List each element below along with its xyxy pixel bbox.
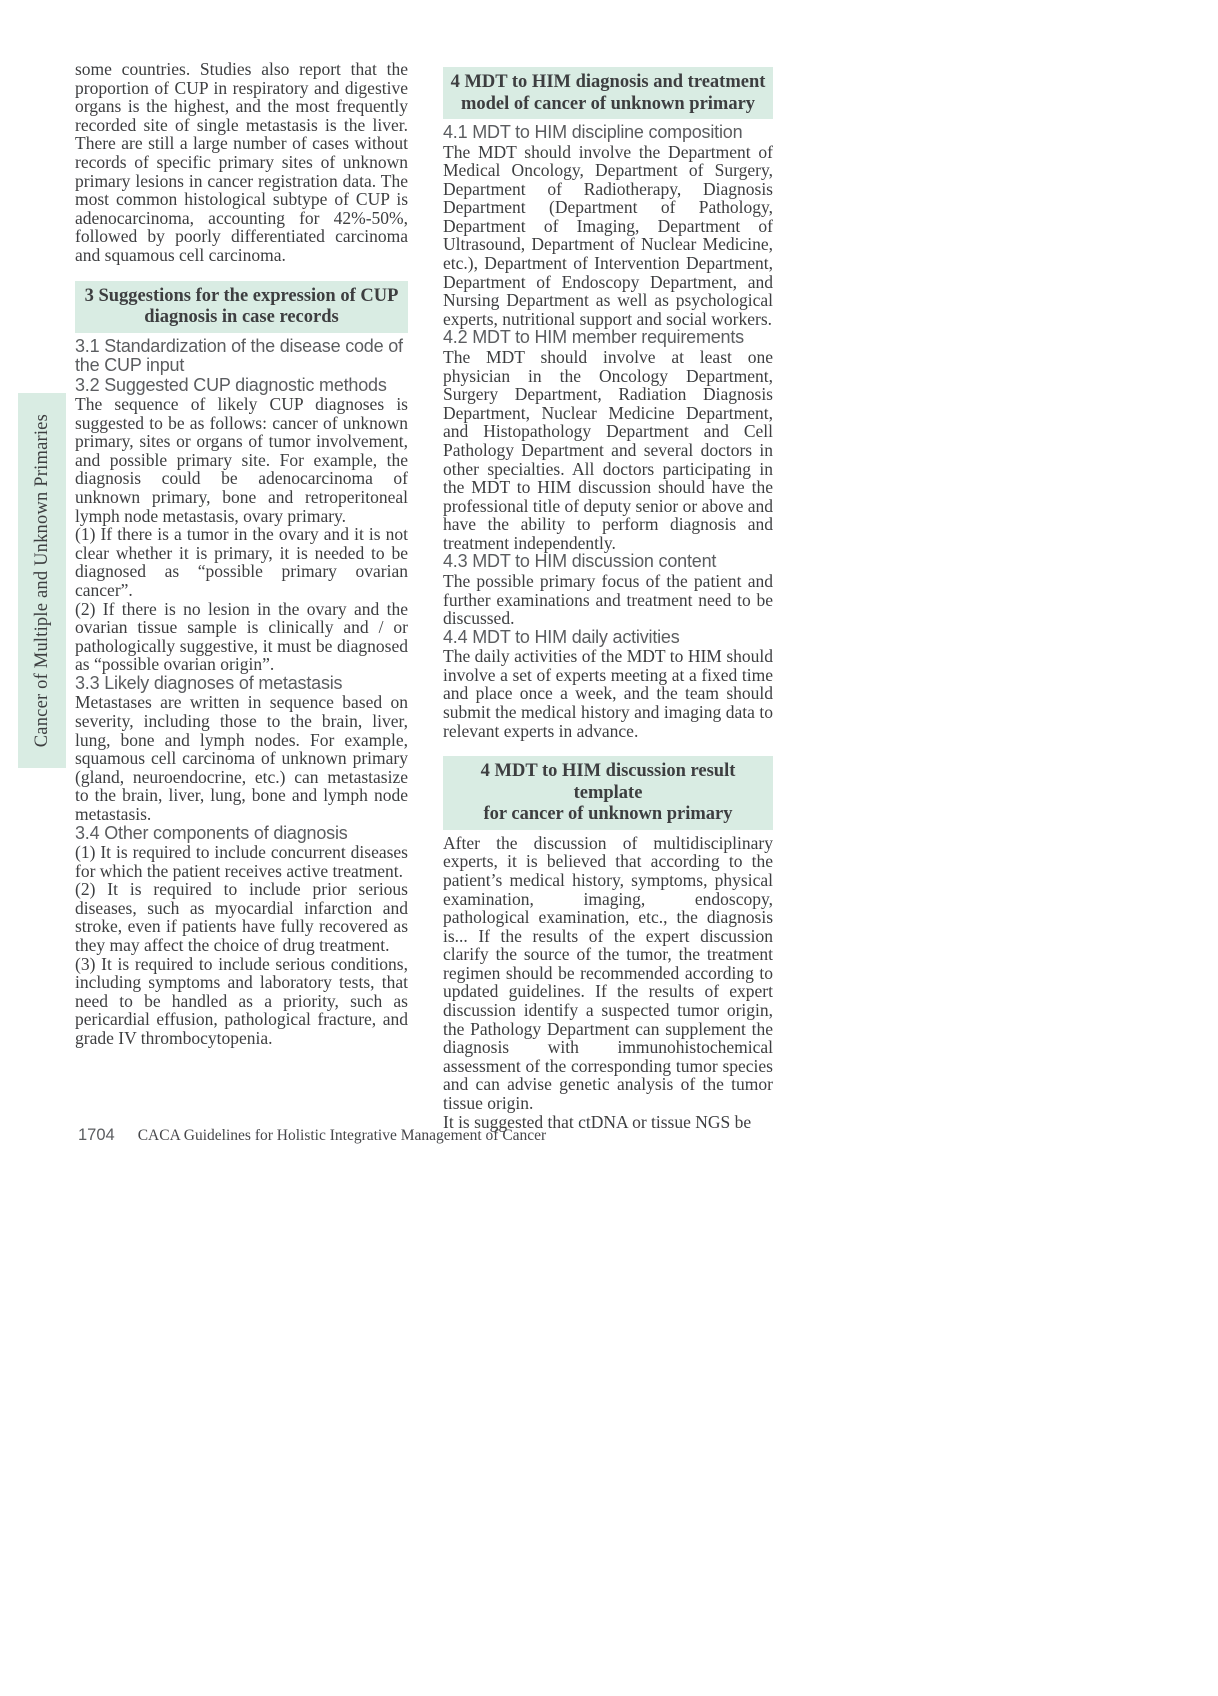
body-paragraph: (1) It is required to include concurrent diseases for which the patient receives active treatment. (75, 842, 408, 881)
body-paragraph: Metastases are written in sequence based on severity, including those to the brain, liver, lung, bone and lymph nodes. For example, squamous cell carcinoma of unknown primary (gland, neuroendocrine, etc.) can metastasize to the brain, liver, lung, bone and lymph node metastasis. (75, 692, 408, 824)
page-number: 1704 (78, 1126, 115, 1144)
chapter-side-tab-label: Cancer of Multiple and Unknown Primaries (31, 413, 52, 748)
subsection-heading: 3.1 Standardization of the disease code of the CUP input (75, 335, 403, 376)
text-column-left (75, 60, 408, 1048)
subsection-heading: 3.3 Likely diagnoses of metastasis (75, 672, 343, 693)
subsection-heading: 4.1 MDT to HIM discipline composition (443, 122, 743, 142)
subsection-heading: 4.3 MDT to HIM discussion content (443, 551, 717, 572)
section-heading-line: 3 Suggestions for the expression of CUP (84, 285, 399, 306)
page-footer (78, 1126, 718, 1145)
body-paragraph: (3) It is required to include serious conditions, including symptoms and laboratory tests, that need to be handled as a priority, such as pericardial effusion, pathological fracture, and grade IV thrombocytopenia. (75, 953, 408, 1049)
section-heading-band (443, 67, 773, 119)
body-paragraph: The daily activities of the MDT to HIM should involve a set of experts meeting at a fixed time and place once a week, and the team should submit the medical history and imaging data to relevant experts in advance. (443, 646, 773, 741)
subsection-heading: 4.2 MDT to HIM member requirements (443, 327, 744, 348)
body-paragraph: The MDT should involve at least one physician in the Oncology Department, Surgery Department, Radiation Diagnosis Department, Nuclear Medicine Department, and Histopathology Department and Cell Pathology Department and several doctors in other specialties. All doctors participating in the MDT to HIM discussion should have the professional title of deputy senior or above and have the ability to perform diagnosis and treatment independently. (443, 346, 773, 553)
chapter-side-tab (18, 393, 66, 768)
body-paragraph: (2) If there is no lesion in the ovary and the ovarian tissue sample is clinically and / or pathologically suggestive, it must be diagnosed as “possible ovarian origin”. (75, 598, 408, 675)
section-heading-line: diagnosis in case records (144, 307, 339, 328)
body-paragraph: The possible primary focus of the patient and further examinations and treatment need to be discussed. (443, 570, 773, 629)
body-paragraph: (1) If there is a tumor in the ovary and it is not clear whether it is primary, it is needed to be diagnosed as “possible primary ovarian cancer”. (75, 524, 408, 600)
body-paragraph: The MDT should involve the Department of Medical Oncology, Department of Surgery, Department of Radiotherapy, Diagnosis Department (Department of Pathology, Department of Imaging, Department of Ultrasound, Department of Nuclear Medicine, etc.), Department of Intervention Department, Department of Endoscopy Department, and Nursing Department as well as psychological experts, nutritional support and social workers. (443, 141, 773, 329)
body-paragraph: After the discussion of multidisciplinary experts, it is believed that according to the patient’s medical history, symptoms, physical examination, imaging, endoscopy, pathological examination, etc., the diagnosis is... If the results of the expert discussion clarify the source of the tumor, the treatment regimen should be recommended according to updated guidelines. If the results of expert discussion identify a suspected tumor origin, the Pathology Department can supplement the diagnosis with immunohistochemical assessment of the corresponding tumor species and can advise genetic analysis of the tumor tissue origin. (443, 832, 773, 1114)
section-heading-line: model of cancer of unknown primary (460, 93, 756, 114)
subsection-heading: 3.2 Suggested CUP diagnostic methods (75, 374, 387, 395)
body-paragraph: some countries. Studies also report that the proportion of CUP in respiratory and digestive organs is the highest, and the most frequently recorded site of single metastasis is the liver. There are still a large number of cases without records of specific primary sites of unknown primary lesions in cancer registration data. The most common histological subtype of CUP is adenocarcinoma, accounting for 42%-50%, followed by poorly differentiated carcinoma and squamous cell carcinoma. (75, 59, 408, 265)
subsection-heading: 4.4 MDT to HIM daily activities (443, 626, 680, 647)
body-paragraph: It is suggested that ctDNA or tissue NGS be (443, 1111, 752, 1132)
section-heading-line: 4 MDT to HIM diagnosis and treatment (450, 72, 766, 92)
body-paragraph: (2) It is required to include prior serious diseases, such as myocardial infarction and stroke, even if patients have fully recovered as they may affect the choice of drug treatment. (75, 879, 408, 956)
journal-title: CACA Guidelines for Holistic Integrative Management of Cancer (137, 1127, 547, 1144)
section-heading-line: for cancer of unknown primary (483, 804, 733, 825)
section-heading-band (443, 756, 773, 830)
text-column-right (443, 60, 773, 1131)
section-heading-line: 4 MDT to HIM discussion result template (480, 761, 736, 803)
subsection-heading: 3.4 Other components of diagnosis (75, 822, 348, 843)
body-paragraph: The sequence of likely CUP diagnoses is suggested to be as follows: cancer of unknown primary, sites or organs of tumor involvement, and possible primary site. For example, the diagnosis could be adenocarcinoma of unknown primary, bone and retroperitoneal lymph node metastasis, ovary primary. (75, 394, 408, 526)
section-heading-band (75, 281, 408, 333)
